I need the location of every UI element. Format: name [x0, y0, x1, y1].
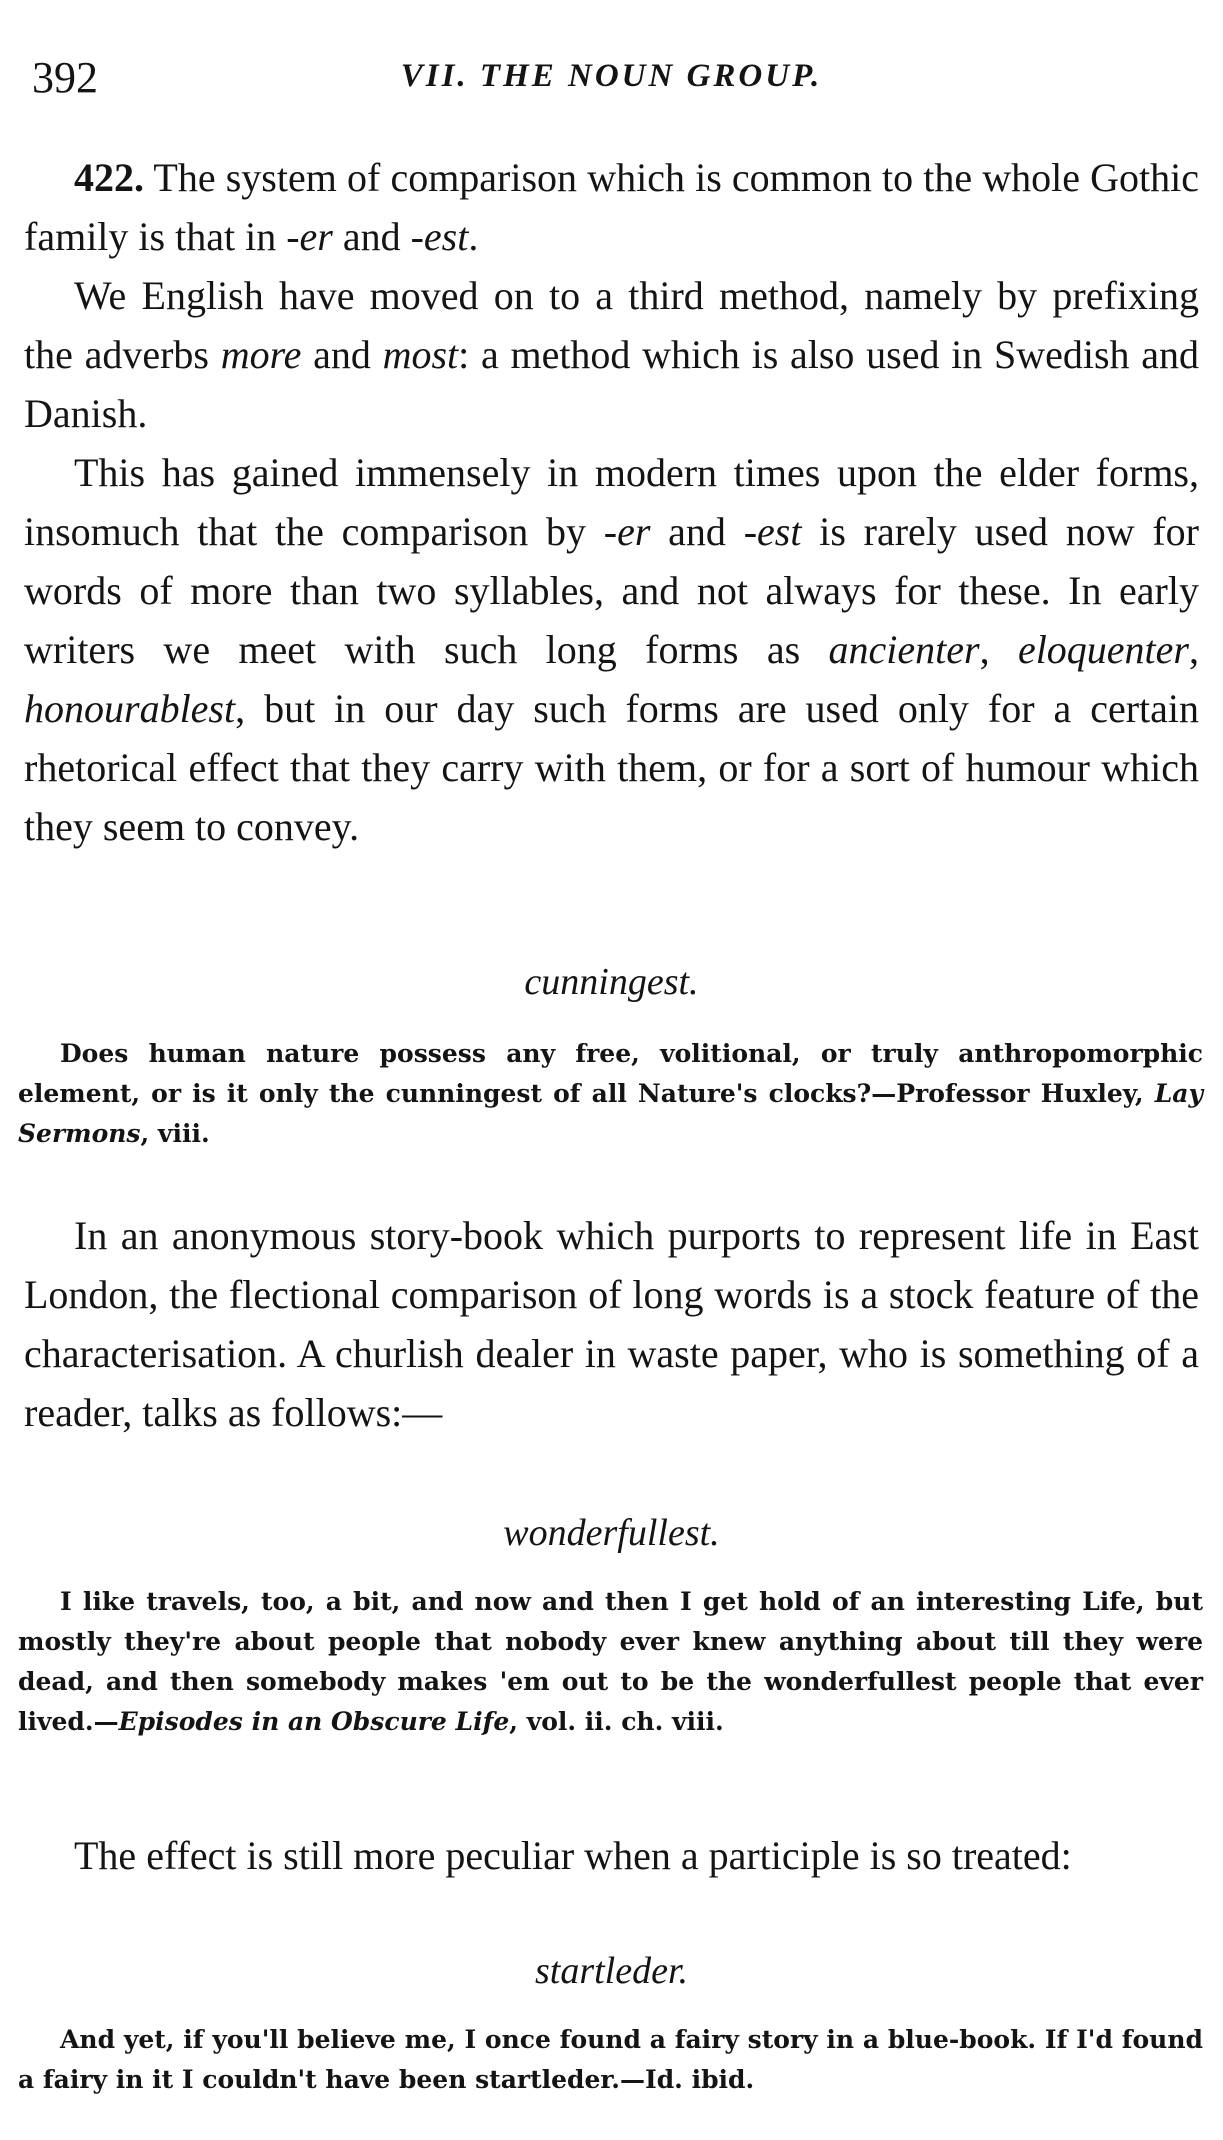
- running-head: [24, 52, 1199, 112]
- section-paragraph-2: We English have moved on to a third method, namely by prefixing the adverbs more and most: a method which is also used in Swedish and Danish.: [24, 273, 1200, 436]
- example-word-wonderfullest: wonderfullest.: [503, 1512, 720, 1554]
- example-quote-3: And yet, if you'll believe me, I once found a fairy story in a blue-book. If I'd found a fairy in it I couldn't have been startleder.—Id. ibid.: [18, 2025, 1203, 2094]
- example-word-startleder: startleder.: [534, 1950, 689, 1992]
- page-number: 392: [32, 53, 98, 102]
- paragraph-4: In an anonymous story-book which purports to represent life in East London, the flectional comparison of long words is a stock feature of the characterisation. A churlish dealer in waste paper, who is something of a reader, talks as follows:—: [24, 1213, 1199, 1435]
- section-number: 422.: [74, 155, 144, 200]
- paragraph-5: The effect is still more peculiar when a participle is so treated:: [74, 1833, 1072, 1878]
- section-paragraph-1: 422. The system of comparison which is common to the whole Gothic family is that in -er and -est.: [24, 155, 1200, 259]
- chapter-title: VII. THE NOUN GROUP.: [400, 58, 823, 94]
- example-quote-2: I like travels, too, a bit, and now and then I get hold of an interesting Life, but mostly they're about people that nobody ever knew anything about till they were dead, and then somebody makes 'em out to be the wonderfullest people that ever lived.—Episodes in an Obscure Life, vol. ii. ch. viii.: [18, 1587, 1203, 1736]
- example-quote-1: Does human nature possess any free, volitional, or truly anthropomorphic element, or is it only the cunningest of all Nature's clocks?—Professor Huxley, Lay Sermons, viii.: [18, 1039, 1203, 1148]
- section-paragraph-3: This has gained immensely in modern times upon the elder forms, insomuch that the comparison by -er and -est is rarely used now for words of more than two syllables, and not always for these. In early writers we meet with such long forms as ancienter, eloquenter, honourablest, but in our day such forms are used only for a certain rhetorical effect that they carry with them, or for a sort of humour which they seem to convey.: [24, 450, 1199, 849]
- example-word-cunningest: cunningest.: [524, 961, 699, 1003]
